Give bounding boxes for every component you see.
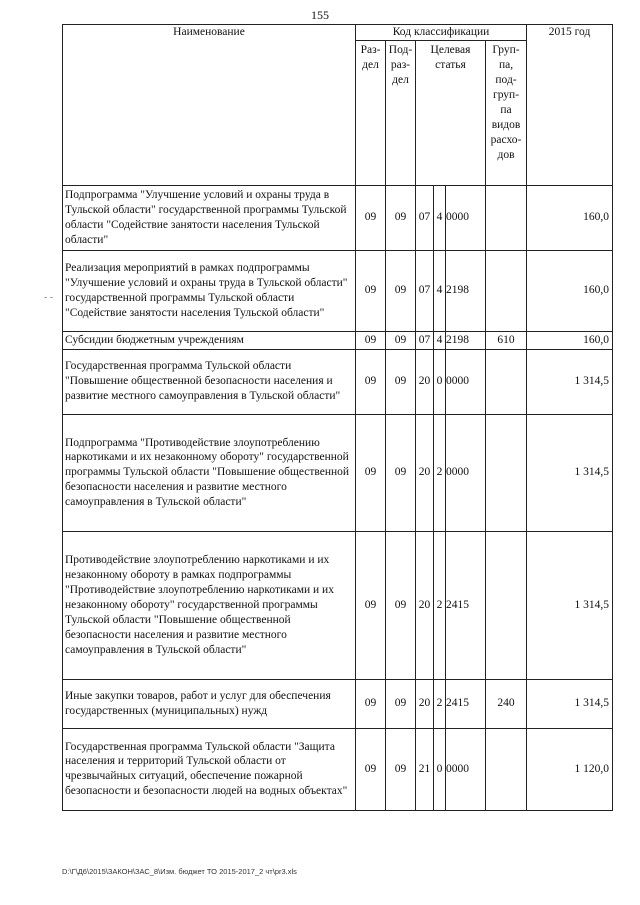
row-name: Субсидии бюджетным учреждениям xyxy=(63,331,356,349)
row-name: Государственная программа Тульской области "Защита населения и территорий Тульской области от чрезвычайных ситуаций, обеспечение пожарной безопасности и безопасности людей на водных объектах" xyxy=(63,728,356,810)
row-podrazdel: 09 xyxy=(386,531,416,679)
row-razdel: 09 xyxy=(356,531,386,679)
table-row xyxy=(63,414,613,531)
margin-mark: - - xyxy=(44,292,54,303)
row-name: Подпрограмма "Улучшение условий и охраны труда в Тульской области" государственной программы Тульской области "Содействие занятости населения Тульской области" xyxy=(63,185,356,250)
row-cs1: 07 xyxy=(416,250,434,331)
row-vr xyxy=(486,185,527,250)
row-vr: 240 xyxy=(486,679,527,728)
row-cs3: 2198 xyxy=(446,250,486,331)
row-name: Иные закупки товаров, работ и услуг для обеспечения государственных (муниципальных) нужд xyxy=(63,679,356,728)
table-row xyxy=(63,728,613,810)
row-cs3: 2415 xyxy=(446,531,486,679)
row-razdel: 09 xyxy=(356,349,386,414)
row-cs1: 20 xyxy=(416,414,434,531)
header-target-article: Целевая статья xyxy=(416,40,486,185)
header-name: Наименование xyxy=(63,25,356,186)
row-cs3: 0000 xyxy=(446,349,486,414)
header-subsection: Под- раз- дел xyxy=(386,40,416,185)
row-amount: 160,0 xyxy=(527,331,613,349)
row-podrazdel: 09 xyxy=(386,349,416,414)
row-cs1: 20 xyxy=(416,531,434,679)
row-name: Противодействие злоупотреблению наркотиками и их незаконному обороту в рамках подпрограммы "Противодействие злоупотреблению наркотиками и их незаконному обороту" государственной программы Тульской области "Повышение общественной безопасности населения и развитие местного самоуправления в Тульской области" xyxy=(63,531,356,679)
row-name: Государственная программа Тульской области "Повышение общественной безопасности населения и развитие местного самоуправления в Тульской области" xyxy=(63,349,356,414)
row-razdel: 09 xyxy=(356,250,386,331)
row-cs3: 0000 xyxy=(446,185,486,250)
table-row xyxy=(63,250,613,331)
row-cs2: 2 xyxy=(434,531,446,679)
row-cs2: 4 xyxy=(434,185,446,250)
row-amount: 1 120,0 xyxy=(527,728,613,810)
row-vr xyxy=(486,728,527,810)
row-vr xyxy=(486,349,527,414)
row-cs1: 07 xyxy=(416,185,434,250)
row-name: Подпрограмма "Противодействие злоупотреблению наркотиками и их незаконному обороту" государственной программы Тульской области "Повышение общественной безопасности населения и развитие местного самоуправления в Тульской области" xyxy=(63,414,356,531)
header-expense-group: Груп- па, под- груп- па видов расхо- дов xyxy=(486,40,527,185)
header-section: Раз- дел xyxy=(356,40,386,185)
row-cs1: 21 xyxy=(416,728,434,810)
row-cs2: 4 xyxy=(434,331,446,349)
header-row-1 xyxy=(63,25,613,41)
row-podrazdel: 09 xyxy=(386,679,416,728)
row-vr xyxy=(486,250,527,331)
row-cs1: 20 xyxy=(416,679,434,728)
table-row xyxy=(63,349,613,414)
row-cs2: 0 xyxy=(434,728,446,810)
row-razdel: 09 xyxy=(356,728,386,810)
row-amount: 1 314,5 xyxy=(527,349,613,414)
table-row xyxy=(63,185,613,250)
row-podrazdel: 09 xyxy=(386,331,416,349)
row-cs2: 2 xyxy=(434,679,446,728)
row-podrazdel: 09 xyxy=(386,250,416,331)
row-cs3: 2198 xyxy=(446,331,486,349)
row-cs3: 2415 xyxy=(446,679,486,728)
row-podrazdel: 09 xyxy=(386,185,416,250)
row-cs1: 20 xyxy=(416,349,434,414)
table-row xyxy=(63,679,613,728)
row-razdel: 09 xyxy=(356,185,386,250)
table-row xyxy=(63,531,613,679)
row-cs2: 0 xyxy=(434,349,446,414)
row-vr xyxy=(486,414,527,531)
row-razdel: 09 xyxy=(356,331,386,349)
row-razdel: 09 xyxy=(356,414,386,531)
row-podrazdel: 09 xyxy=(386,728,416,810)
row-cs1: 07 xyxy=(416,331,434,349)
row-amount: 160,0 xyxy=(527,250,613,331)
row-vr: 610 xyxy=(486,331,527,349)
footer-file-path: D:\Г\Д6\2015\ЗАКОН\ЗАС_8\Изм. бюджет ТО 2015-2017_2 чт\pr3.xls xyxy=(62,867,297,876)
table-row xyxy=(63,331,613,349)
row-cs2: 2 xyxy=(434,414,446,531)
row-cs2: 4 xyxy=(434,250,446,331)
header-code-group: Код классификации xyxy=(356,25,527,41)
row-name: Реализация мероприятий в рамках подпрограммы "Улучшение условий и охраны труда в Тульской области" государственной программы Тульской области "Содействие занятости населения Тульской области" xyxy=(63,250,356,331)
header-year: 2015 год xyxy=(527,25,613,186)
row-cs3: 0000 xyxy=(446,728,486,810)
row-razdel: 09 xyxy=(356,679,386,728)
row-podrazdel: 09 xyxy=(386,414,416,531)
row-cs3: 0000 xyxy=(446,414,486,531)
budget-table xyxy=(62,24,613,811)
row-amount: 1 314,5 xyxy=(527,414,613,531)
row-amount: 1 314,5 xyxy=(527,531,613,679)
row-vr xyxy=(486,531,527,679)
row-amount: 1 314,5 xyxy=(527,679,613,728)
row-amount: 160,0 xyxy=(527,185,613,250)
page-number: 155 xyxy=(311,8,329,22)
